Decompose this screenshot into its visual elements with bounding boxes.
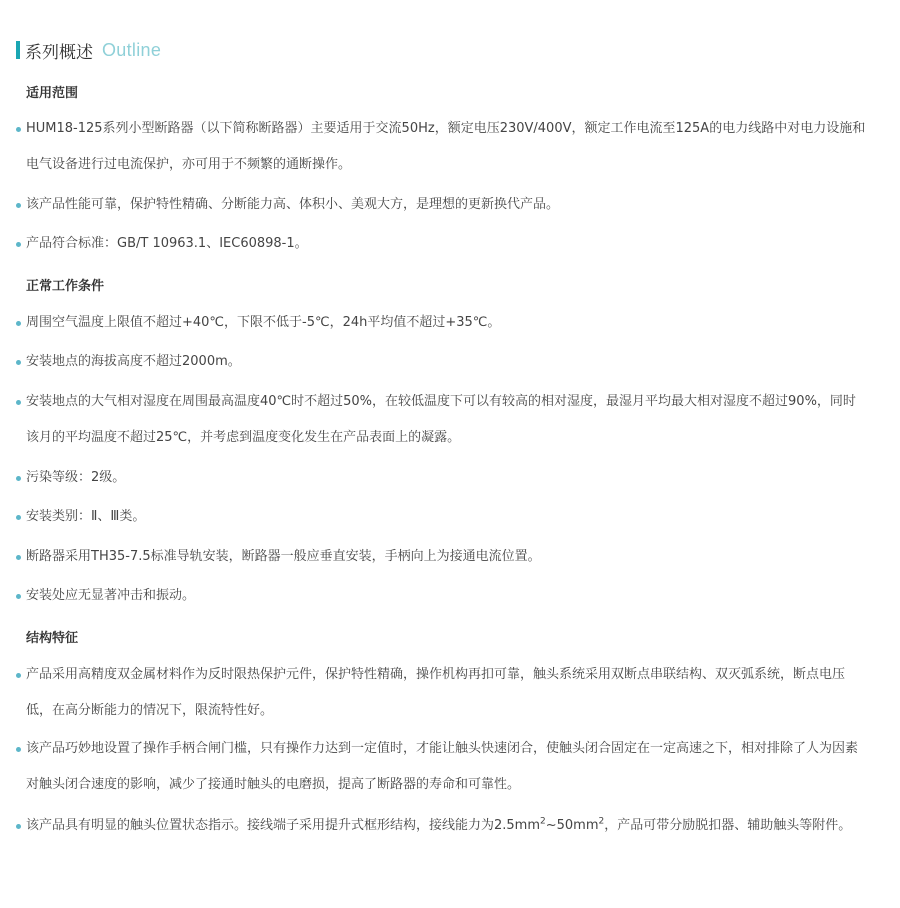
bullet-icon [16,127,21,132]
list-item: 安装类别：Ⅱ、Ⅲ类。 [16,499,866,535]
bullet-icon [16,515,21,520]
list-item: 断路器采用TH35-7.5标准导轨安装，断路器一般应垂直安装，手柄向上为接通电流位置。 [16,539,866,575]
bullet-icon [16,400,21,405]
section-title-conditions: 正常工作条件 [26,279,105,294]
page-subtitle: Outline [102,39,162,60]
bullet-icon [16,203,21,208]
bullet-icon [16,594,21,599]
list-item: HUM18-125系列小型断路器（以下简称断路器）主要适用于交流50Hz，额定电压230V/400V，额定工作电流至125A的电力线路中对电力设施和电气设备进行过电流保护，亦可用于不频繁的通断操作。 [16,111,866,183]
list-item: 该产品巧妙地设置了操作手柄合闸门槛，只有操作力达到一定值时，才能让触头快速闭合，使触头闭合固定在一定高速之下，相对排除了人为因素对触头闭合速度的影响，减少了接通时触头的电磨损，提高了断路器的寿命和可靠性。 [16,731,866,803]
section-title-structure: 结构特征 [26,631,79,646]
bullet-icon [16,360,21,365]
list-item: 周围空气温度上限值不超过+40℃，下限不低于-5℃，24h平均值不超过+35℃。 [16,305,866,341]
section-title-scope: 适用范围 [26,86,79,101]
page-title: 系列概述 [25,42,93,63]
list-item: 污染等级：2级。 [16,460,866,496]
bullet-icon [16,555,21,560]
list-item: 安装地点的海拔高度不超过2000m。 [16,344,866,380]
bullet-icon [16,747,21,752]
list-item: 产品采用高精度双金属材料作为反时限热保护元件，保护特性精确，操作机构再扣可靠，触头系统采用双断点串联结构、双灭弧系统，断点电压低，在高分断能力的情况下，限流特性好。 [16,657,866,729]
section-header [16,38,161,62]
bullet-icon [16,673,21,678]
list-item: 产品符合标准：GB/T 10963.1、IEC60898-1。 [16,226,866,262]
list-item [16,808,866,844]
list-item: 该产品性能可靠，保护特性精确、分断能力高、体积小、美观大方，是理想的更新换代产品。 [16,187,866,223]
accent-bar [16,41,20,59]
list-item-text: 该产品具有明显的触头位置状态指示。接线端子采用提升式框形结构，接线能力为$2.5mm^2\sim 50mm^2$，产品可带分励脱扣器、辅助触头等附件。 [26,816,852,833]
bullet-icon [16,476,21,481]
list-item: 安装地点的大气相对湿度在周围最高温度40℃时不超过50%，在较低温度下可以有较高的相对湿度，最湿月平均最大相对湿度不超过90%，同时该月的平均温度不超过25℃，并考虑到温度变化发生在产品表面上的凝露。 [16,384,866,456]
bullet-icon [16,321,21,326]
bullet-icon [16,242,21,247]
bullet-icon [16,824,21,829]
list-item: 安装处应无显著冲击和振动。 [16,578,866,614]
